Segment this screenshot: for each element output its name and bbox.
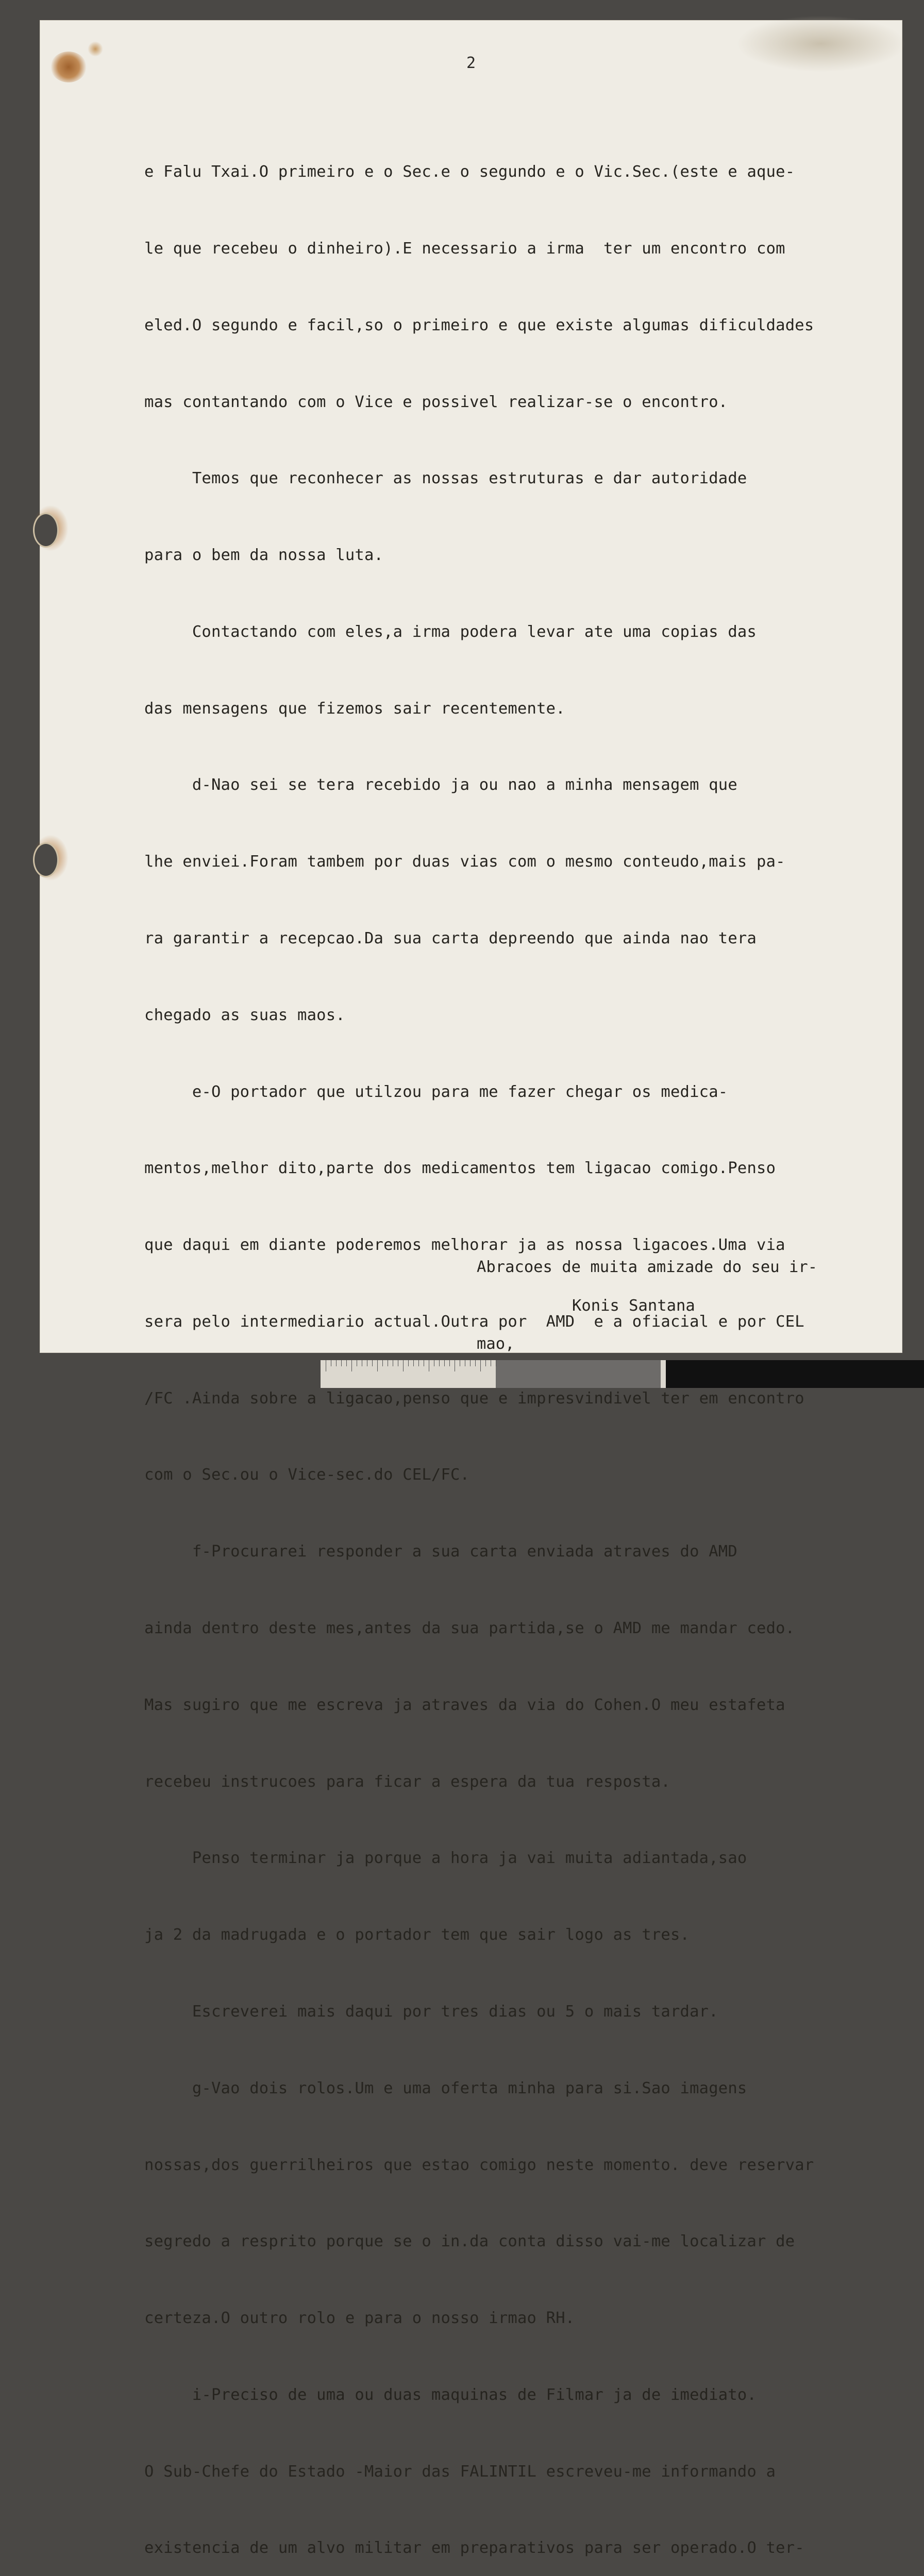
- text-line: Temos que reconhecer as nossas estruturas e dar autoridade: [144, 469, 747, 488]
- text-line: e Falu Txai.O primeiro e o Sec.e o segundo e o Vic.Sec.(este e aque-: [144, 163, 795, 181]
- ruler-tick: [449, 1360, 450, 1366]
- text-line: Contactando com eles,a irma podera levar ate uma copias das: [144, 622, 757, 641]
- punch-hole: [33, 842, 59, 877]
- text-line: Penso terminar ja porque a hora ja vai muita adiantada,sao: [144, 1849, 747, 1868]
- text-line: mentos,melhor dito,parte dos medicamentos tem ligacao comigo.Penso: [144, 1159, 776, 1178]
- closing-line: mao,: [477, 1334, 515, 1353]
- text-line: ra garantir a recepcao.Da sua carta depreendo que ainda nao tera: [144, 929, 757, 947]
- ruler-tick: [418, 1360, 419, 1366]
- gray-patch: [496, 1360, 661, 1388]
- ruler-tick: [475, 1360, 476, 1366]
- text-line: lhe enviei.Foram tambem por duas vias com o mesmo conteudo,mais pa-: [144, 853, 785, 871]
- black-patch: [666, 1360, 924, 1388]
- text-line: O Sub-Chefe do Estado -Maior das FALINTIL escreveu-me informando a: [144, 2462, 776, 2481]
- ruler-tick: [377, 1360, 378, 1371]
- text-line: e-O portador que utilzou para me fazer chegar os medica-: [144, 1082, 728, 1101]
- text-line: f-Procurarei responder a sua carta enviada atraves do AMD: [144, 1543, 737, 1561]
- text-line: chegado as suas maos.: [144, 1006, 345, 1024]
- text-line: nossas,dos guerrilheiros que estao comigo neste momento. deve reservar: [144, 2156, 814, 2174]
- text-line: ja 2 da madrugada e o portador tem que sair logo as tres.: [144, 1926, 690, 1944]
- text-line: das mensagens que fizemos sair recentemente.: [144, 699, 565, 718]
- ruler-tick: [408, 1360, 409, 1366]
- ruler-tick: [336, 1360, 337, 1366]
- text-line: mas contantando com o Vice e possivel realizar-se o encontro.: [144, 393, 728, 411]
- closing-line: Abracoes de muita amizade do seu ir-: [477, 1258, 818, 1277]
- text-line: g-Vao dois rolos.Um e uma oferta minha para si.Sao imagens: [144, 2079, 747, 2097]
- ruler-tick: [439, 1360, 440, 1366]
- text-line: ainda dentro deste mes,antes da sua partida,se o AMD me mandar cedo.: [144, 1619, 795, 1638]
- ruler-tick: [485, 1360, 486, 1366]
- ruler-tick: [341, 1360, 342, 1366]
- ruler-tick: [444, 1360, 445, 1366]
- text-line: eled.O segundo e facil,so o primeiro e que existe algumas dificuldades: [144, 316, 814, 334]
- text-line: Escreverei mais daqui por tres dias ou 5 o mais tardar.: [144, 2002, 718, 2021]
- scan-scale-bar: [321, 1360, 924, 1388]
- text-line: /FC .Ainda sobre a ligacao,penso que e impresvindivel ter em encontro: [144, 1389, 804, 1408]
- ruler-tick: [351, 1360, 352, 1371]
- signature: Konis Santana: [572, 1297, 695, 1315]
- text-line: segredo a resprito porque se o in.da conta disso vai-me localizar de: [144, 2232, 795, 2251]
- document-page: [40, 21, 902, 2557]
- ruler-tick: [372, 1360, 373, 1366]
- text-line: existencia de um alvo militar em preparativos para ser operado.O ter-: [144, 2539, 804, 2557]
- text-line: para o bem da nossa luta.: [144, 546, 384, 565]
- text-line: recebeu instrucoes para ficar a espera da tua resposta.: [144, 1772, 670, 1791]
- ruler-tick: [470, 1360, 471, 1366]
- text-line: le que recebeu o dinheiro).E necessario a irma ter um encontro com: [144, 239, 785, 258]
- ruler-tick: [403, 1360, 404, 1371]
- text-line: i-Preciso de uma ou duas maquinas de Filmar ja de imediato.: [144, 2385, 757, 2404]
- punch-hole: [33, 513, 59, 548]
- ruler-tick: [480, 1360, 481, 1371]
- text-line: certeza.O outro rolo e para o nosso irmao RH.: [144, 2309, 575, 2328]
- text-line: d-Nao sei se tera recebido ja ou nao a minha mensagem que: [144, 776, 737, 794]
- text-line: Mas sugiro que me escreva ja atraves da via do Cohen.O meu estafeta: [144, 1696, 785, 1714]
- ruler-tick: [382, 1360, 383, 1366]
- text-line: sera pelo intermediario actual.Outra por AMD e a ofiacial e por CEL: [144, 1312, 804, 1331]
- ruler-tick: [346, 1360, 347, 1366]
- page-number: 2: [466, 54, 476, 72]
- text-line: com o Sec.ou o Vice-sec.do CEL/FC.: [144, 1466, 470, 1484]
- text-line: que daqui em diante poderemos melhorar ja as nossa ligacoes.Uma via: [144, 1236, 785, 1255]
- ruler-tick: [413, 1360, 414, 1366]
